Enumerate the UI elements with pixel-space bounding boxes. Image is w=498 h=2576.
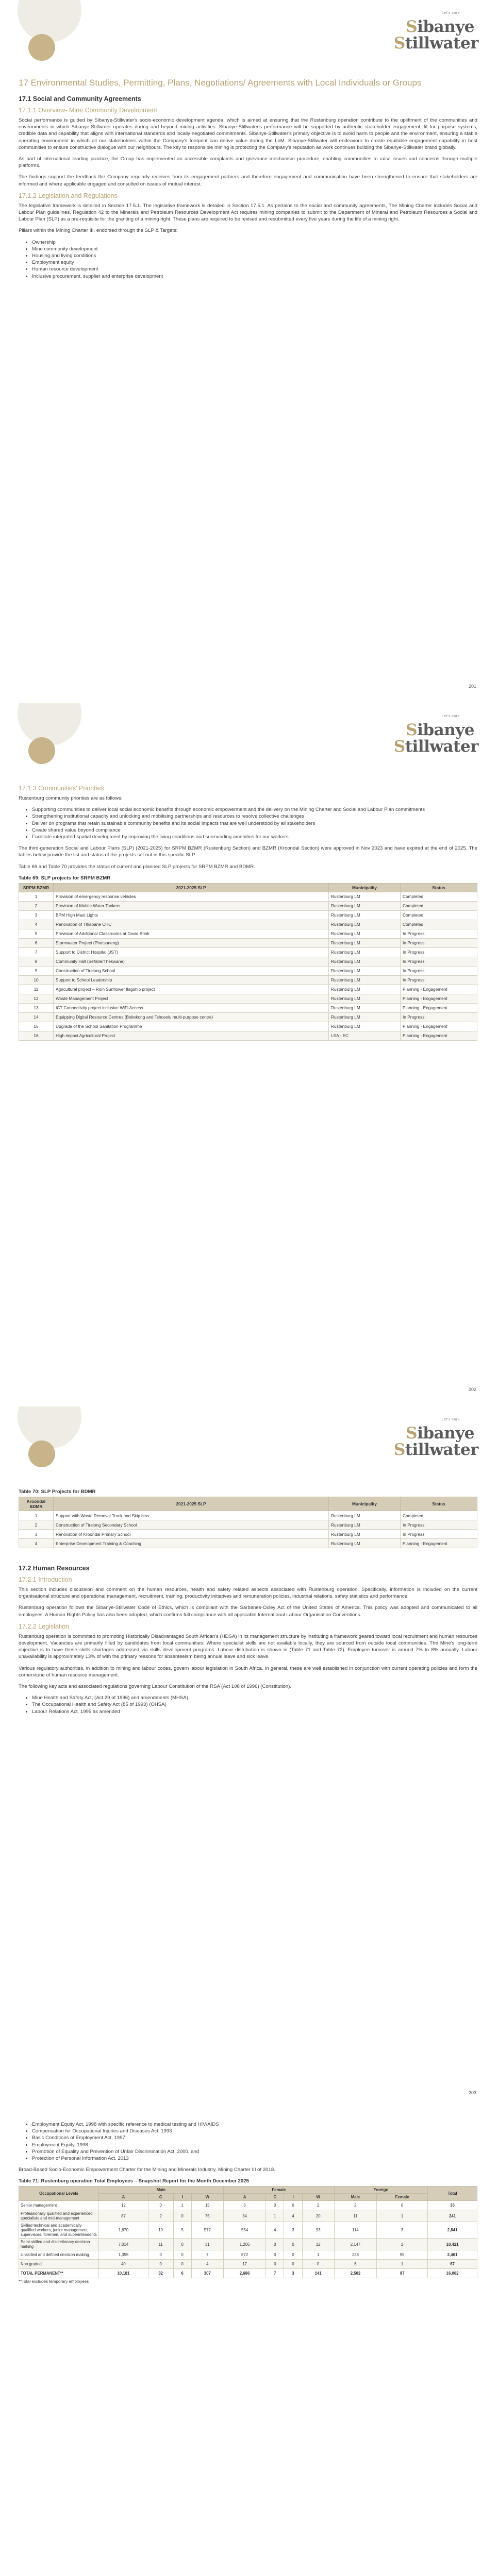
column-header: Status <box>401 1497 477 1511</box>
subsection-title: 17.2.2 Legislation <box>19 1622 69 1630</box>
table-cell: Equipping Digital Resource Centres (Boitekong and Tshosolu multi-purpose centre) <box>54 1012 329 1022</box>
table-cell: Community Hall (Sefikile/Thekwane) <box>54 957 329 966</box>
brand-tagline: Let's care <box>441 1418 460 1421</box>
paragraph: Rustenburg operation follows the Sibanye-Stillwater Code of Ethics, which is compliant with the Sarbanes-Oxley Act of the United States of America. This policy was adopted and communicated to all employees. A Human Rights Policy has also been adopted, which confirms full compliance with all applicable International Labour Organisation Conventions. <box>19 1605 477 1618</box>
table-cell: Support to School Leadership <box>54 975 329 985</box>
table-row <box>19 1530 477 1539</box>
table-cell: 554 <box>223 2222 265 2239</box>
subsection-title: 17.1.1 Overview- Mine Community Development <box>19 107 157 114</box>
table-cell: 1 <box>173 2201 191 2210</box>
table-cell: Skilled technical and academically qualified workers, junior management, supervisors, foremen, and superintendents <box>19 2222 99 2239</box>
table-cell: 10 <box>19 975 54 985</box>
table-cell: Rustenburg LM <box>329 947 401 957</box>
section-title: 17.1 Social and Community Agreements <box>19 95 141 103</box>
page-201 <box>0 0 498 703</box>
table-cell: 0 <box>148 2201 173 2210</box>
paragraph: The legislative framework is detailed in Section 17.5.1. The legislative framework is detailed in Section 17.5.1. As pertains to the social and community agreements, The Mining Charter includes Social and Labour Plan guidelines. Regulation 42 to the Minerals and Petroleum Resources Development Act requires mining companies to submit to the Department of Mineral and Petroleum Resources a Social and Labour Plan (SLP) as a pre-requisite for the granting of a mining right. These plans are required to be revised and resubmitted every five years during the life of a mining right. <box>19 202 477 223</box>
paragraph: Various regulatory authorities, in addition to mining and labour codes, govern labour legislation in South Africa. In general, these are well established in conjunction with current operating policies and form the cornerstone of human resource management. <box>19 1665 477 1678</box>
table-row <box>19 985 477 994</box>
table-row <box>19 947 477 957</box>
table-cell: Rustenburg LM <box>329 1530 401 1539</box>
table-row <box>19 966 477 975</box>
table-cell: Rustenburg LM <box>329 985 401 994</box>
table-cell: BPM High Mast Lights <box>54 910 329 920</box>
column-header: Occupational Levels <box>19 2187 99 2201</box>
paragraph: Pillars within the Mining Charter III, endorsed through the SLP & Targets: <box>19 228 178 234</box>
table-row <box>19 2210 477 2222</box>
table-cell: 7 <box>266 2269 284 2278</box>
subsection-title: 17.1.2 Legislation and Regulations <box>19 192 118 199</box>
table-cell: 1,206 <box>223 2239 265 2250</box>
page-203 <box>0 1406 498 2110</box>
table-cell: 12 <box>19 994 54 1003</box>
table-cell: Upgrade of the School Sanitation Programme <box>54 1022 329 1031</box>
table-cell: 87 <box>99 2210 148 2222</box>
decorative-circles <box>13 0 106 67</box>
brand-tagline: Let's care <box>441 11 460 15</box>
table-cell: 0 <box>302 2260 334 2269</box>
column-sub-header: A <box>99 2194 148 2201</box>
table-body <box>19 2201 477 2278</box>
table-cell: Renovation of Tlhabane CHC <box>54 920 329 929</box>
table-cell: Enterprise Development Training & Coaching <box>54 1539 329 1548</box>
table-cell: 0 <box>148 2250 173 2260</box>
table-cell: 0 <box>266 2239 284 2250</box>
table-cell: Rustenburg LM <box>329 1022 401 1031</box>
table-cell: Agricultural project – Roin Sunflower flagship project <box>54 985 329 994</box>
table-cell: Rustenburg LM <box>329 994 401 1003</box>
table-row <box>19 2201 477 2210</box>
chapter-title: 17 Environmental Studies, Permitting, Plans, Negotiations/ Agreements with Local Individuals or Groups <box>19 78 422 88</box>
page-number: 202 <box>468 1387 476 1392</box>
table-cell: Rustenburg LM <box>329 1520 401 1530</box>
table-cell: Completed <box>401 1511 477 1520</box>
table-cell: Rustenburg LM <box>329 1511 401 1520</box>
table-cell: Planning - Engagement <box>401 1539 477 1548</box>
table-cell: 31 <box>191 2239 223 2250</box>
table-cell: 0 <box>284 2260 302 2269</box>
list-item: • The Occupational Health and Safety Act (85 of 1993) (OHSA) <box>32 1701 477 1708</box>
table-cell: 2 <box>19 1520 54 1530</box>
table-cell: 2,147 <box>334 2239 376 2250</box>
table-cell: 5 <box>173 2222 191 2239</box>
paragraph: This section includes discussion and comment on the human resources, health and safety related aspects associated with Rustenburg operation. Specifically, information is included on the current organisational structure and operational management, recruitment, training, productivity initiatives and remuneration policies, industrial relations, safety statistics and performance. <box>19 1587 477 1600</box>
table-cell: 0 <box>266 2201 284 2210</box>
page-content <box>19 77 477 284</box>
table-body <box>19 1511 477 1548</box>
table-row <box>19 2260 477 2269</box>
table-cell: 6 <box>334 2260 376 2269</box>
table-cell: 15 <box>191 2201 223 2210</box>
column-sub-header: C <box>148 2194 173 2201</box>
column-group-header: Male <box>99 2187 224 2194</box>
table-cell: 10,181 <box>99 2269 148 2278</box>
table-cell: 10,421 <box>428 2239 477 2250</box>
table-cell: Semi-skilled and discretionary decision making <box>19 2239 99 2250</box>
decorative-circles <box>13 1406 106 1473</box>
table-cell: In Progress <box>401 975 477 985</box>
table-cell: 16 <box>19 1031 54 1040</box>
column-header: 2021-2025 SLP <box>54 1497 329 1511</box>
table-cell: 1 <box>19 1511 54 1520</box>
list-item: • Labour Relations Act, 1995 as amended <box>32 1708 477 1715</box>
table-cell: In Progress <box>401 966 477 975</box>
table-body <box>19 892 477 1040</box>
table-row <box>19 910 477 920</box>
table-cell: Construction of Tirelong Secondary School <box>54 1520 329 1530</box>
page-204 <box>0 2110 498 2576</box>
table-row <box>19 957 477 966</box>
list-item: • Compensation for Occupational Injuries and Diseases Act, 1993 <box>32 2128 477 2134</box>
table-cell: 4 <box>19 920 54 929</box>
brand-logo-bottom: Stillwater <box>393 34 478 53</box>
table-cell: Professionally qualified and experienced specialists and mid-management <box>19 2210 99 2222</box>
list-item: • Housing and living conditions <box>32 252 477 259</box>
table-cell: In Progress <box>401 1012 477 1022</box>
column-header: Municipality <box>329 1497 401 1511</box>
table-row <box>19 994 477 1003</box>
table-row <box>19 2250 477 2260</box>
table-cell: 1 <box>266 2210 284 2222</box>
table-cell: 228 <box>334 2250 376 2260</box>
table-caption: Table 70: SLP Projects for BDMR <box>19 1489 96 1495</box>
table-cell: Unskilled and defined decision making <box>19 2250 99 2260</box>
table-cell: Non graded <box>19 2260 99 2269</box>
section-title: 17.2 Human Resources <box>19 1565 90 1572</box>
paragraph: As part of international leading practice, the Group has implemented an accessible complaints and grievance mechanism procedure, enabling communities to raise issues and concerns through multiple platforms. <box>19 156 477 169</box>
table-cell: 872 <box>223 2250 265 2260</box>
table-cell: 3 <box>284 2269 302 2278</box>
table-cell: Stormwater Project (Photsaneng) <box>54 938 329 947</box>
table-cell: 0 <box>266 2260 284 2269</box>
column-header: 2021-2025 SLP <box>54 883 329 892</box>
acts-list <box>19 2121 477 2162</box>
table-cell: 241 <box>428 2210 477 2222</box>
paragraph: Rustenburg community priorities are as follows: <box>19 795 123 801</box>
table-cell: 6 <box>173 2269 191 2278</box>
column-sub-header: A <box>223 2194 265 2201</box>
table-cell: 1,670 <box>99 2222 148 2239</box>
table-cell: Rustenburg LM <box>329 910 401 920</box>
column-sub-header: Male <box>334 2194 376 2201</box>
table-cell: 95 <box>377 2250 428 2260</box>
column-header: Total <box>428 2187 477 2201</box>
table-cell: Renovation of Kroondal Primary School <box>54 1530 329 1539</box>
table-caption: Table 69: SLP projects for SRPM BZMR <box>19 875 111 881</box>
column-sub-header: C <box>266 2194 284 2201</box>
table-cell: High impact Agricultural Project <box>54 1031 329 1040</box>
table-cell: Waste Management Project <box>54 994 329 1003</box>
table-cell: 34 <box>223 2210 265 2222</box>
list-item: • Protection of Personal Information Act, 2013 <box>32 2155 477 2162</box>
brand-logo-bottom: Stillwater <box>393 737 478 756</box>
page-number: 201 <box>468 684 476 689</box>
table-cell: Rustenburg LM <box>329 966 401 975</box>
table-cell: Rustenburg LM <box>329 892 401 901</box>
brand-logo-top: Sibanye <box>406 1424 474 1443</box>
paragraph: Social performance is guided by Sibanye-Stillwater's socio-economic development agenda, which is aimed at ensuring that the Rustenburg operation contribute to the upliftment of the communities and environments in which Sibanye-Stillwater operates during and beyond mining activities. Sibanye-Stillwater's performance will be supported by authentic stakeholder engagement, fit for purpose systems, credible data and capability that aligns with international standards and locally negotiated commitments. Sibanye-Stillwater's primary objective is to avoid harm to people and the environment, ensuring a stable operating environment in which all our stakeholders within the Company's footprint can derive value during the LoM. Sibanye-Stillwater will endeavour to create equitable engagement capability in host communities to ensure constructive dialogue with our neighbours. The key to responsible mining is protecting the Company's reputation as work continues building the Sibanye-Stillwater brand globally. <box>19 117 477 150</box>
table-cell: 2,461 <box>428 2250 477 2260</box>
table-cell: Planning - Engagement <box>401 985 477 994</box>
table-cell: In Progress <box>401 957 477 966</box>
table-cell: In Progress <box>401 1530 477 1539</box>
table-cell: 32 <box>148 2269 173 2278</box>
page-202 <box>0 703 498 1406</box>
table-cell: 7,014 <box>99 2239 148 2250</box>
column-header: Kroondal BDMR <box>19 1497 54 1511</box>
list-item: • Mine community development <box>32 246 477 252</box>
table-cell: 93 <box>302 2222 334 2239</box>
table-cell: 1 <box>377 2260 428 2269</box>
list-item: • Employment Equity, 1998 <box>32 2142 477 2148</box>
table-row <box>19 1022 477 1031</box>
list-item: • Employment equity <box>32 259 477 266</box>
brand-logo-top: Sibanye <box>406 721 474 739</box>
column-header: Municipality <box>329 883 401 892</box>
table-cell: 67 <box>428 2260 477 2269</box>
table-cell: Completed <box>401 920 477 929</box>
table-cell: LSA - EC <box>329 1031 401 1040</box>
table-cell: 16,062 <box>428 2269 477 2278</box>
table-cell: Rustenburg LM <box>329 920 401 929</box>
table-cell: In Progress <box>401 947 477 957</box>
table-cell: 114 <box>334 2222 376 2239</box>
table-cell: 3 <box>223 2201 265 2210</box>
table-caption: Table 71: Rustenburg operation Total Employees – Snapshot Report for the Month December 2025 <box>19 2178 249 2184</box>
list-item: • Inclusive procurement, supplier and enterprise development <box>32 273 477 280</box>
table-row <box>19 2222 477 2239</box>
table-cell: 1,355 <box>99 2250 148 2260</box>
table-cell: Construction of Tirelong School <box>54 966 329 975</box>
table-cell: 5 <box>19 929 54 938</box>
table-row <box>19 975 477 985</box>
table-row <box>19 2239 477 2250</box>
paragraph: Broad-Based Socio-Economic Empowerment Charter for the Mining and Minerals Industry, Mining Charter III of 2018. <box>19 2167 275 2173</box>
page-content <box>19 1484 477 1720</box>
table-cell: 0 <box>173 2210 191 2222</box>
subsection-title: 17.2.1 Introduction <box>19 1576 72 1583</box>
table-cell: 11 <box>19 985 54 994</box>
table-cell: Provision of Mobile Water Tankers <box>54 901 329 910</box>
table-row <box>19 929 477 938</box>
table-cell: Support with Waste Removal Truck and Skip bins <box>54 1511 329 1520</box>
table-cell: 2,502 <box>334 2269 376 2278</box>
column-sub-header: I <box>173 2194 191 2201</box>
list-item: • Ownership <box>32 239 477 246</box>
table-row <box>19 1031 477 1040</box>
table-cell: 11 <box>148 2239 173 2250</box>
table-cell: Rustenburg LM <box>329 1003 401 1012</box>
table-cell: 4 <box>19 1539 54 1548</box>
table-cell: In Progress <box>401 1520 477 1530</box>
table-cell: Rustenburg LM <box>329 929 401 938</box>
page-number: 203 <box>468 2090 476 2095</box>
column-sub-header: Female <box>377 2194 428 2201</box>
table-cell: 17 <box>223 2260 265 2269</box>
table-cell: 0 <box>284 2250 302 2260</box>
paragraph: The third-generation Social and Labour Plans (SLP) (2021-2025) for SRPM BZMR (Rustenburg Section) and BZMR (Kroondal Section) were approved in Nov 2023 and have expired at the end of 2025. The tables below provide the list and status of the projects set out in this specific SLP. <box>19 845 477 858</box>
brand-tagline: Let's care <box>441 715 460 718</box>
table-cell: In Progress <box>401 929 477 938</box>
column-sub-header: I <box>284 2194 302 2201</box>
brand-logo-bottom: Stillwater <box>393 1440 478 1459</box>
table-cell: 2 <box>377 2239 428 2250</box>
table-cell: 0 <box>148 2260 173 2269</box>
column-sub-header: W <box>191 2194 223 2201</box>
table-cell: 3 <box>19 910 54 920</box>
table-cell: 20 <box>302 2210 334 2222</box>
list-item: • Human resource development <box>32 266 477 273</box>
table-cell: 35 <box>428 2201 477 2210</box>
table-row <box>19 1539 477 1548</box>
slp-projects-table-bdmr <box>19 1497 477 1548</box>
table-cell: 2,841 <box>428 2222 477 2239</box>
table-cell: 2 <box>148 2210 173 2222</box>
acts-list <box>19 1694 477 1715</box>
table-cell: 2 <box>334 2201 376 2210</box>
table-footnote: **Total excludes temporary employees <box>19 2279 89 2284</box>
table-cell: TOTAL PERMANENT** <box>19 2269 99 2278</box>
table-cell: Rustenburg LM <box>329 1539 401 1548</box>
table-cell: 1 <box>19 892 54 901</box>
table-cell: 9 <box>19 966 54 975</box>
table-cell: Support to District Hospital (JST) <box>54 947 329 957</box>
table-cell: 577 <box>191 2222 223 2239</box>
table-cell: Planning - Engagement <box>401 1003 477 1012</box>
table-cell: Senior management <box>19 2201 99 2210</box>
table-cell: 3 <box>19 1530 54 1539</box>
table-cell: Rustenburg LM <box>329 938 401 947</box>
table-cell: 7 <box>19 947 54 957</box>
table-cell: 12 <box>302 2239 334 2250</box>
table-cell: 11 <box>334 2210 376 2222</box>
table-cell: 4 <box>284 2210 302 2222</box>
list-item: • Create shared value beyond compliance <box>32 827 477 834</box>
table-cell: 3 <box>377 2222 428 2239</box>
table-cell: 40 <box>99 2260 148 2269</box>
table-cell: Rustenburg LM <box>329 975 401 985</box>
table-cell: Provision of Additional Classrooms at David Brink <box>54 929 329 938</box>
paragraph: The following key acts and associated regulations governing Labour Constitution of the RSA (Act 108 of 1996) (Constitution). <box>19 1684 292 1690</box>
table-cell: 141 <box>302 2269 334 2278</box>
table-cell: 7 <box>191 2250 223 2260</box>
list-item: • Supporting communities to deliver local social economic benefits through economic empowerment and the delivery on the Mining Charter and Social and Labour Plan commitments <box>32 806 477 813</box>
brand-logo-top: Sibanye <box>406 18 474 36</box>
table-cell: 4 <box>266 2222 284 2239</box>
page-content <box>19 2121 477 2284</box>
table-cell: 3 <box>284 2222 302 2239</box>
table-cell: 0 <box>284 2239 302 2250</box>
list-item: • Basic Conditions of Employment Act, 1997 <box>32 2134 477 2141</box>
table-cell: Rustenburg LM <box>329 901 401 910</box>
table-row <box>19 2269 477 2278</box>
column-header: Status <box>401 883 477 892</box>
list-item: • Employment Equity Act, 1998 with specific reference to medical testing and HIV/AIDS <box>32 2121 477 2128</box>
column-group-header: Foreign <box>334 2187 427 2194</box>
table-row <box>19 901 477 910</box>
column-sub-header: W <box>302 2194 334 2201</box>
table-cell: 2 <box>302 2201 334 2210</box>
table-cell: 19 <box>148 2222 173 2239</box>
table-cell: 12 <box>99 2201 148 2210</box>
table-group-header-row <box>19 2187 477 2194</box>
table-cell: 0 <box>266 2250 284 2260</box>
table-cell: Planning - Engagement <box>401 1031 477 1040</box>
table-header-row <box>19 883 477 892</box>
table-cell: 2 <box>19 901 54 910</box>
table-header-row <box>19 1497 477 1511</box>
table-cell: 75 <box>191 2210 223 2222</box>
table-cell: 0 <box>377 2201 428 2210</box>
table-cell: 6 <box>19 938 54 947</box>
table-cell: 8 <box>19 957 54 966</box>
list-item: • Deliver on programs that retain sustainable community benefits and its social impacts that are well understood by all stakeholders <box>32 820 477 827</box>
column-group-header: Female <box>223 2187 334 2194</box>
paragraph: Rustenburg operation is committed to promoting Historically Disadvantaged South African's (HDSA) in its management structure by instituting a framework geared toward local recruitment and human resources development. Vacancies are primarily filled by candidates from local communities. Where specialist skills are not available locally, they are sourced from outside local communities. The Mine's long-term objective is to have these skills shortages addressed via skills development programs. Labour distribution is shown in (Table 71 and Table 72). Employee turnover is around 7% to 8% annually. Labour unavailability is approximately 13% of with the primary reasons for absenteeism being annual leave and sick leave. <box>19 1633 477 1660</box>
table-cell: 13 <box>19 1003 54 1012</box>
table-cell: 4 <box>191 2260 223 2269</box>
priorities-list <box>19 806 477 840</box>
table-cell: Completed <box>401 910 477 920</box>
table-row <box>19 1003 477 1012</box>
list-item: • Strengthening institutional capacity and unlocking and mobilising partnerships and resources to resolve collective challenges <box>32 813 477 820</box>
slp-projects-table-bzmr <box>19 883 477 1041</box>
table-cell: 0 <box>284 2201 302 2210</box>
decorative-circles <box>13 703 106 770</box>
table-cell: 0 <box>173 2250 191 2260</box>
paragraph: Table 69 and Table 70 provides the status of current and planned SLP projects for SRPM BZMR and BDMR. <box>19 863 255 870</box>
table-cell: Planning - Engagement <box>401 1022 477 1031</box>
list-item: • Promotion of Equality and Prevention of Unfair Discrimination Act, 2000, and <box>32 2148 477 2155</box>
list-item: • Facilitate integrated spatial development by improving the living conditions and surrounding amenities for our workers. <box>32 834 477 840</box>
pillars-list <box>19 239 477 280</box>
table-cell: 14 <box>19 1012 54 1022</box>
table-cell: Completed <box>401 892 477 901</box>
table-cell: 0 <box>173 2260 191 2269</box>
table-cell: 15 <box>19 1022 54 1031</box>
table-cell: Completed <box>401 901 477 910</box>
column-header: SRPM BZMR <box>19 883 54 892</box>
table-cell: 97 <box>377 2269 428 2278</box>
page-content <box>19 781 477 1041</box>
subsection-title: 17.1.3 Communities' Priorities <box>19 785 104 792</box>
table-cell: 0 <box>173 2239 191 2250</box>
table-cell: In Progress <box>401 938 477 947</box>
table-cell: 307 <box>191 2269 223 2278</box>
table-cell: Rustenburg LM <box>329 1012 401 1022</box>
table-row <box>19 1012 477 1022</box>
table-cell: 1 <box>302 2250 334 2260</box>
list-item: • Mine Health and Safety Act, (Act 29 of 1996) and amendments (MHSA) <box>32 1694 477 1701</box>
paragraph: The findings support the feedback the Company regularly receives from its engagement partners and therefore engagement and communication have been strengthened to ensure that stakeholders are informed and where applicable engaged and consulted on issues of mutual interest. <box>19 174 477 187</box>
table-row <box>19 892 477 901</box>
table-cell: 2,686 <box>223 2269 265 2278</box>
table-row <box>19 1520 477 1530</box>
table-cell: ICT Connectivity project inclusive WiFi Access <box>54 1003 329 1012</box>
table-row <box>19 938 477 947</box>
table-cell: Rustenburg LM <box>329 957 401 966</box>
table-cell: Planning - Engagement <box>401 994 477 1003</box>
employees-table <box>19 2186 477 2278</box>
table-cell: Provision of emergency response vehicles <box>54 892 329 901</box>
table-row <box>19 920 477 929</box>
table-cell: 1 <box>377 2210 428 2222</box>
table-row <box>19 1511 477 1520</box>
